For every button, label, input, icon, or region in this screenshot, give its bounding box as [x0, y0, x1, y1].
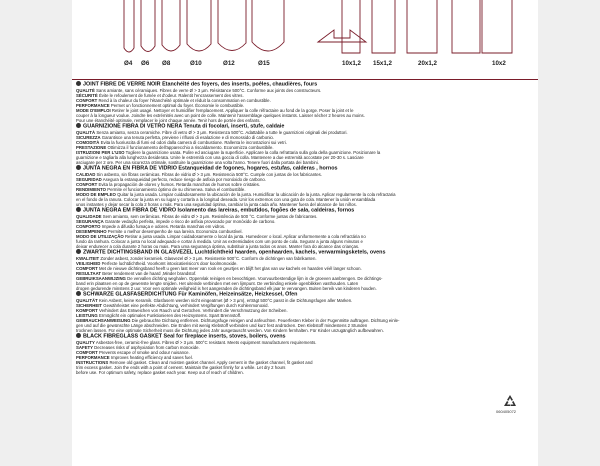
size-label: Ø10	[190, 60, 202, 67]
size-label: Ø8	[162, 60, 171, 67]
section-line: QUALIDADE Sem amianto, sem cerâmicas. Fibras de vidro Ø > 3 µm. Resistência de 500 °C. Conforme juntas de fabricantes.	[76, 213, 318, 219]
section-line: COMFORT Met de nieuwe dichtingsband heeft u geen last meer van rook en geurtjes en blijft het glas van uw kachels en haarden véél langer schoon.	[76, 265, 362, 271]
section-line: guarnizione e tagliarla alla lunghezza desiderata. Unire le estremità con una goccia di colla. Mantenere a due estremità accostate per 20-30 s. Lasciare	[76, 154, 364, 160]
section-fr	[76, 81, 534, 123]
section-line: LEISTUNG Ermöglicht ein optimales Funktionieren des Heizsystems. Spart Brennstoff.	[76, 313, 242, 318]
section-line: CONFORT Evita la propagación de olores y humos. Retarda manchas de humos sobre cristales.	[76, 181, 261, 187]
section-line: deixar endurecer a cola durante 2 horas ou mais. Para uma segurança óptima, substituir a junta todos os anos. Manter fora do alcance das crianças.	[76, 244, 360, 250]
section-line: CONFORT Rend à la chaleur du foyer l'étanchéité optimale et réduit la consommation en combustible.	[76, 97, 271, 103]
flag-de-icon	[76, 291, 81, 296]
section-line: drogen gedurende minstens 2 uur. Voor een optimale veiligheid is het aangeraden de dichtingsband elk jaar te vervangen. Buiten bereik van kinderen houden.	[76, 286, 377, 292]
section-line: trocknen lassen. Für eine optimale Sicherheit muss die Dichtung jedes Jahr ausgetauscht werden. Von Kindern fernhalten. Für Kinder unzugänglich aufbewahren.	[76, 328, 384, 334]
size-label: 15x1,2	[373, 60, 392, 67]
size-labels	[72, 60, 538, 72]
section-line: PRESTAZIONE Ottimizza il funzionamento dell'apparecchio a riscaldamento. Economizza combustibile.	[76, 144, 274, 150]
recycle-icon	[502, 394, 518, 408]
section-line: MODO DE UTILIZAÇÃO Retirar a junta usada. Limpar cuidadosamente o local da junta. Humedecer o local. Aplicar uniformemente a cola refractária no	[76, 233, 366, 239]
flag-en-icon	[76, 333, 81, 338]
section-heading: JUNTA NEGRA EN FIBRA DE VIDRIO Estanqueidad de fogones, hogares, estufas, calderas , hornos	[76, 165, 534, 172]
section-line: KWALITEIT Zonder asbest, zonder keramiek. Glasvezel Ø > 3 µm. Resistentie 500°C. Conform de dichtingen van fabrikanten.	[76, 255, 317, 261]
section-line: SEGURIDAD Asegura la estanqueidad perfecto, reduce riesgo de asfixia por monóxido de carbono.	[76, 176, 266, 182]
flag-it-icon	[76, 123, 81, 128]
section-line: couper à la longueur voulue. Joindre les extrémités avec un point de colle. Maintenir l'assemblage quelques instants. Laisser sécher 2 heures au moins.	[76, 112, 365, 118]
size-label: 10x2	[492, 60, 506, 67]
section-line: SAFETY Decreases risks of asphyxiation from carbon monoxide.	[76, 344, 200, 350]
section-en	[76, 333, 534, 375]
instructions-text	[76, 81, 534, 466]
section-line: trim excess gasket. Join the ends with a point of cement. Maintain the gasket firmly for a while. Let dry 2 hours	[76, 365, 286, 371]
section-heading: BLACK FIBREGLASS GASKET Seal for fireplace inserts, stoves, boilers, ovens	[76, 333, 534, 340]
section-heading: GUARNIZIONE FIBRA DI VETRO NERA Tenuta di focolari, inserti, stufe, caldaie	[76, 123, 534, 130]
section-line: SEGURANÇA Garante vedação perfeita, impede o risco de asfixia provocado por monóxido de carbono.	[76, 218, 276, 224]
section-line: MODE D'EMPLOI Retirer le joint usagé. Nettoyer et humidifier l'emplacement. Appliquer la colle réfractaire au fond de la gorge. Poser la joint et le	[76, 107, 354, 113]
section-line: band erin plaatsen en op de gewenste lengte snijden. Het uiteinde verbinden met een lijmpunt. De verbinding enkele ogenblikken vasthouden. Laten	[76, 281, 359, 287]
section-it	[76, 123, 534, 165]
flat-gasket-profiles	[342, 0, 512, 53]
size-label: Ø15	[258, 60, 270, 67]
section-line: unos instantes y dejar secar la cola 2 horas o más. Para una seguridad óptima, cambiar la junta cada año. Mantener fuera del alcance de los niños.	[76, 202, 357, 208]
section-line: asciugare per 2 ore. Per una sicurezza ottimale, sostituire la guarnizione una volta l'anno. Tenere fuori dalla portata dei bambini.	[76, 160, 319, 166]
flag-fr-icon	[76, 81, 81, 86]
flag-pt-icon	[76, 207, 81, 212]
section-pt	[76, 207, 534, 249]
section-line: gen und auf die gewünschte Länge abschneiden. Die Enden mit wenig Klebstoff verbinden und kurz fest andrücken. Den Klebstoff mindestens 2 Stunden	[76, 323, 368, 329]
product-card	[72, 0, 538, 466]
section-line: QUALITÀ Senza amianto, senza ceramiche. Fibre di vetro Ø > 3 µm. Resistenza 500°C. Adattabile a tutte le guarnizioni originali dei produttori.	[76, 129, 348, 135]
section-line: QUALITÉ Sans amiante, sans céramiques. Fibres de verre Ø > 3 µm. Résistance 500°C. Conforme aux joints des constructeurs.	[76, 87, 322, 93]
section-es	[76, 165, 534, 207]
section-heading: SCHWARZE GLASFASERDICHTUNG Für Kaminöfen, Heizeinsätze, Heizkessel, Öfen	[76, 291, 534, 298]
section-line: VEILIGHEID Perfecte luchtdichtheid. Voorkomt intoxicatierisico's door koolmonoxide.	[76, 260, 238, 266]
divider	[72, 79, 538, 80]
section-line: QUALITÄT Kein Asbest, keine Keramik. Glasfasern werden nicht eingeatmet (Ø > 3 µm), erträgt 500°C passt in die Dichtungsfugen aller Marken.	[76, 297, 353, 303]
section-nl	[76, 249, 534, 291]
section-line: en el fondo de la ranura. Colocar la junta en su lugar y cortarla a la longitud deseada. Unir los extremos con una gota de cola. Mantener la unión ensamblada	[76, 197, 376, 202]
section-heading: JOINT FIBRE DE VERRE NOIR Étanchéité des foyers, des inserts, poêles, chaudières, fours	[76, 81, 534, 88]
size-label: 20x1,2	[418, 60, 437, 67]
section-line: Pour une étanchéité optimale, remplacer le joint chaque année. Tenir hors de portée des enfants.	[76, 117, 261, 123]
size-label: 10x1,2	[342, 60, 361, 67]
flag-es-icon	[76, 165, 81, 170]
section-line: COMFORT Prevents escape of smoke and odour nuisance.	[76, 349, 190, 355]
section-line: RESULTAAT Beter rendement van de haard ,Minder brandstof.	[76, 270, 197, 276]
size-label: Ø4	[124, 60, 133, 67]
round-gasket-profiles	[124, 0, 284, 52]
flag-nl-icon	[76, 249, 81, 254]
section-line: CONFORTO Impede a difusão fumaça e odores. Retarda manchas em vidros.	[76, 223, 226, 229]
section-line: CALIDAD Sin asbesto, sin fibras cerámicas. Fibras de vidrio Ø > 3 µm. Resistencia 500°C. Cumple con juntas de los fabricantes.	[76, 171, 323, 177]
section-heading: ZWARTE DICHTINGSBAND IN GLASVEZEL Luchtdichtheid haarden, openhaarden, kachels, verwarmingsketels, ovens	[76, 249, 534, 256]
size-label: Ø6	[141, 60, 150, 67]
size-label: Ø12	[223, 60, 235, 67]
section-line: SICHERHEIT Gewährleistet eine perfekte Abdichtung, verhindert Vergiftungen durch Kohlenmonoxid.	[76, 302, 269, 308]
section-line: INSTRUCTIONS Remove old gasket. Clean and moisten gasket channel. Apply cement in the gasket channel, fit gasket and	[76, 360, 313, 366]
section-line: KOMFORT Verhindert das Entweichen von Rauch und Gerüchen. Verhindert die Verschmutzung der Scheiben.	[76, 307, 288, 313]
section-line: DESEMPENHO Permite o melhor desempenho de sua lareira. Economiza combustível.	[76, 228, 243, 234]
product-code: 060405072	[496, 409, 517, 414]
section-line: RENDIMIENTO Permite el funcionamiento óptimo de su chimenea. Salva el combustible.	[76, 186, 246, 192]
section-line: ISTRUZIONI PER L'USO Togliere la guarnizione usata. Pulire ed asciugare la superficie. Applicare la colla refrattaria sulla gola della guarnizione. Posizionare la	[76, 149, 381, 155]
section-line: SICUREZZA Garantisce una tenuta perfetta, previene i riflussi di esalazione e di monossido di carbonio.	[76, 134, 275, 140]
section-line: QUALITY Asbestos-free, ceramic-free glass. Fibres Ø > 3 µm. 500°C resistant. Meets equipment manufacturers requirements.	[76, 339, 317, 345]
section-line: GEBRUIKSAANWIJZING De vervallen dichting weghalen. Oppervlak reinigen en bevochtigen. Voorvuurbestendige lijm in de groeven aanbrengen. De dichtings-	[76, 276, 383, 282]
section-line: PERFORMANCE Permet un fonctionnement optimal du foyer. Économie le combustible.	[76, 102, 245, 108]
section-line: PERFORMANCE Improves heating efficiency and saves fuel.	[76, 355, 193, 361]
section-de	[76, 291, 534, 333]
section-line: MODO DE EMPLEO Quitar la junta usada. Limpiar cuidadosamente la ubicación de la junta. Humidificar la ubicación de la junta. Aplicar regularmente la cola refractaria	[76, 191, 396, 197]
section-line: SÉCURITÉ Évite le refoulement de fumée et d'odeur. Ralentit l'encrassement des vitres.	[76, 92, 244, 98]
section-line: fundo da ranhura. Colocar a junta no local adequado e cortar à medida. Unir as extremidades com um ponto de cola. Segurar a junta alguns minutos e	[76, 239, 363, 245]
section-line: COMODITÀ Evita la fuoriuscita di fumi ed odori dalla camera di combustione. Rallenta le incrostazioni sui vetri.	[76, 139, 287, 145]
section-line: GEBRAUCHSANWEISUNG Die gebrauchte Dichtung entfernen. Dichtungsfuge reinigen und anfeuchten. Feuerfesten Kleber in der Fugenmitte auftragen. Dichtung einle-	[76, 318, 400, 324]
section-heading: JUNTA NEGRA EM FIBRA DE VIDRO Isolamento das lareiras, embutidos, fogões de sala, caldeiras, fornos	[76, 207, 534, 214]
section-line: before use. For optimum safety, replace gasket each year. Keep out of reach of children.	[76, 370, 244, 376]
